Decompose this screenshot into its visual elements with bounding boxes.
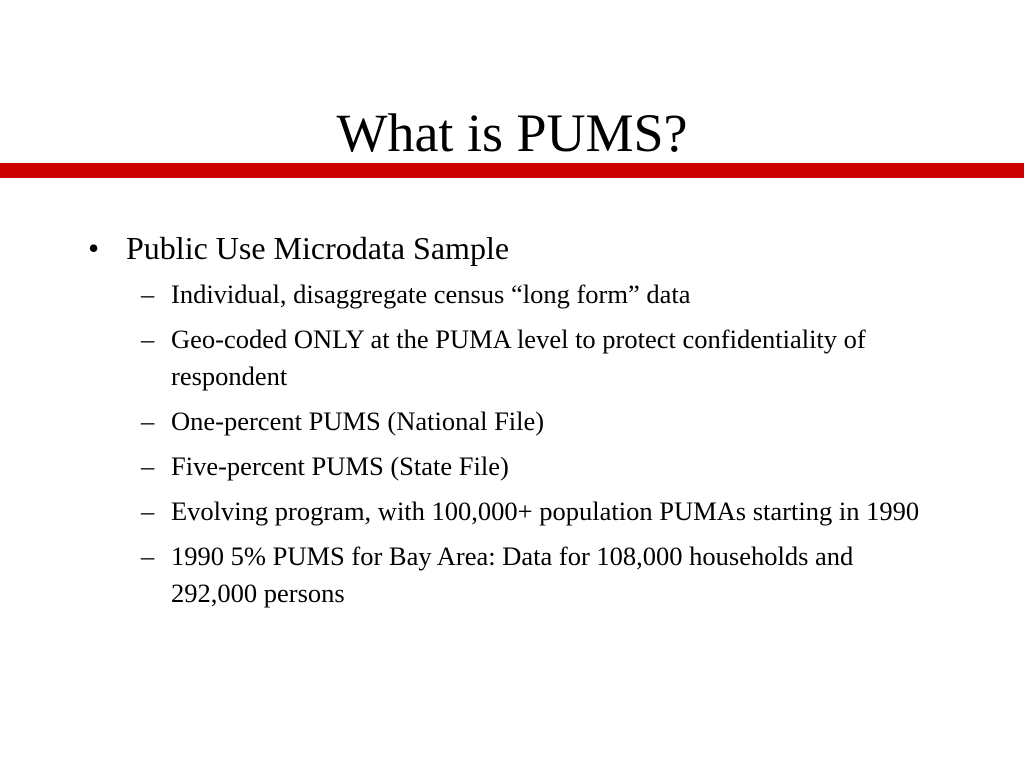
sub-bullet-marker: – <box>141 541 155 571</box>
sub-bullet-item <box>88 538 931 612</box>
sub-bullet-item <box>88 276 931 313</box>
sub-bullet-item <box>88 321 931 395</box>
sub-bullet-marker: – <box>141 406 155 436</box>
slide-title: What is PUMS? <box>336 103 688 163</box>
sub-bullet-marker: – <box>141 279 155 309</box>
sub-bullet-item <box>88 493 931 530</box>
sub-bullet-marker: – <box>141 496 155 526</box>
sub-bullet-list <box>88 276 968 612</box>
sub-bullet-text: One-percent PUMS (National File) <box>171 406 545 436</box>
bullet-item <box>88 226 968 270</box>
bullet-text: Public Use Microdata Sample <box>126 230 510 266</box>
sub-bullet-text: Evolving program, with 100,000+ population PUMAs starting in 1990 <box>171 496 920 526</box>
sub-bullet-item <box>88 403 931 440</box>
bullet-marker: • <box>88 230 100 266</box>
title-rule <box>0 163 1024 178</box>
sub-bullet-text: Five-percent PUMS (State File) <box>171 451 509 481</box>
sub-bullet-text: Geo-coded ONLY at the PUMA level to protect confidentiality of respondent <box>171 324 866 391</box>
sub-bullet-text: Individual, disaggregate census “long form” data <box>171 279 691 309</box>
slide-body <box>88 226 968 620</box>
sub-bullet-text: 1990 5% PUMS for Bay Area: Data for 108,000 households and 292,000 persons <box>171 541 854 608</box>
sub-bullet-item <box>88 448 931 485</box>
sub-bullet-marker: – <box>141 451 155 481</box>
sub-bullet-marker: – <box>141 324 155 354</box>
